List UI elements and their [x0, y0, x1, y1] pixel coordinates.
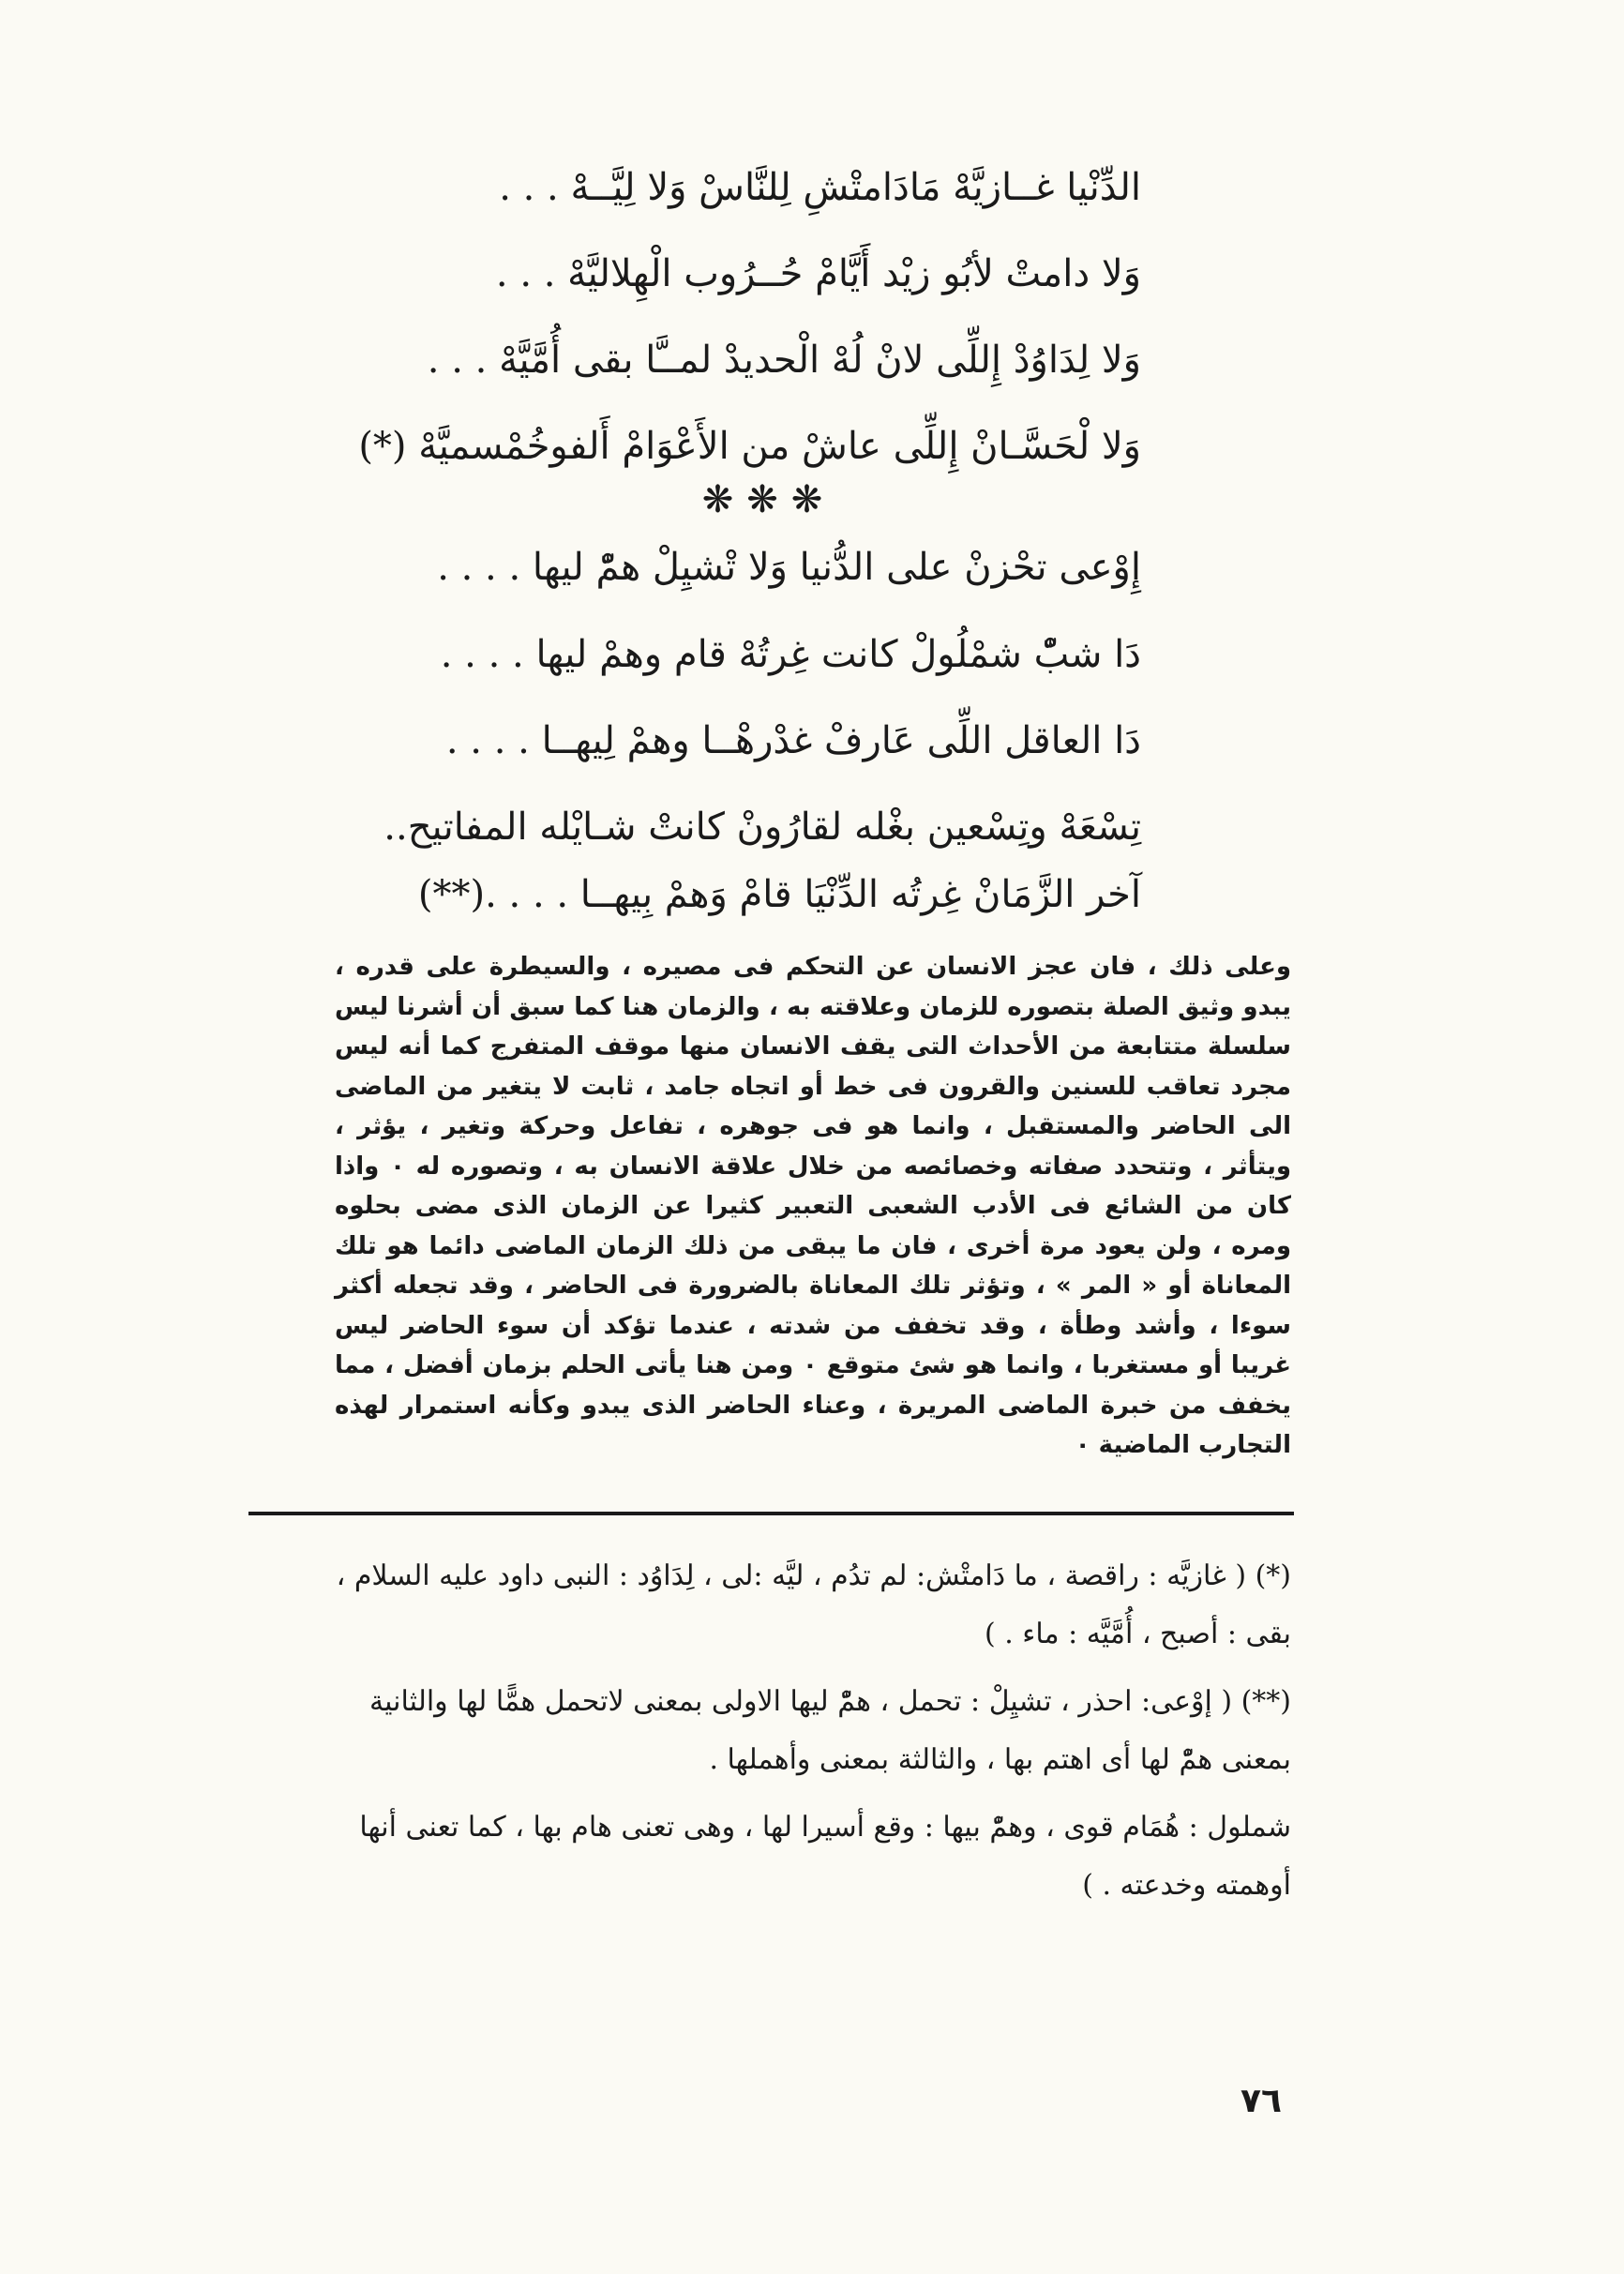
footnotes [335, 1547, 1291, 1924]
verse-line: آخر الزَّمَانْ غِرتُه الدِّنْيَا قامْ وَهمْ بِيهــا . . . .(**) [417, 873, 1141, 916]
footnote: شملول : هُمَام قوى ، وهمّْ بيها : وقع أسيرا لها ، وهى تعنى هام بها ، كما تعنى أنها أوهمته وخدعته . ) [359, 1811, 1291, 1902]
verse-line: وَلا لْحَسَّـانْ إِللِّى عاشْ من الأَعْوَامْ أَلفوخُمْسميَّهْ (*) [358, 425, 1141, 468]
body-text [335, 947, 1291, 1466]
verse-line: إِوْعى تحْزنْ على الدُّنيا وَلا تْشيِلْ همّْ ليها . . . . [437, 546, 1141, 589]
verse-line: تِسْعَهْ وتِسْعين بغْله لقارُونْ كانتْ شـايْله المفاتيح.. [383, 806, 1141, 849]
paragraph: وعلى ذلك ، فان عجز الانسان عن التحكم فى مصيره ، والسيطرة على قدره ، يبدو وثيق الصلة بتصوره للزمان وعلاقته به ، والزمان هنا كما سبق أن أشرنا ليس سلسلة متتابعة من الأحداث التى يقف الانسان منها موقف المتفرج كما أنه ليس مجرد تعاقب للسنين والقرون فى خط أو اتجاه جامد ، ثابت لا يتغير من الماضى الى الحاضر والمستقبل ، وانما هو فى جوهره ، تفاعل وحركة وتغير ، يؤثر ، ويتأثر ، وتتحدد صفاته وخصائصه من خلال علاقة الانسان به ، وتصوره له ٠ واذا كان من الشائع فى الأدب الشعبى التعبير كثيرا عن الزمان الذى مضى بحلوه ومره ، ولن يعود مرة أخرى ، فان ما يبقى من ذلك الزمان الماضى دائما هو تلك المعاناة أو « المر » ، وتؤثر تلك المعاناة بالضرورة فى الحاضر ، وقد تجعله أكثر سوءا ، وأشد وطأة ، وقد تخفف من شدته ، عندما تؤكد أن سوء الحاضر ليس غريبا أو مستغربا ، وانما هو شئ متوقع ٠ ومن هنا يأتى الحلم بزمان أفضل ، مما يخفف من خبرة الماضى المريرة ، وعناء الحاضر الذى يبدو وكأنه استمرار لهذه التجارب الماضية ٠ [335, 953, 1291, 1459]
footnote-divider [248, 1512, 1294, 1515]
verse-line: الدِّنْيا غــازيَّهْ مَادَامتْشِ لِلنَّاسْ وَلا لِيَّــهْ . . . [499, 166, 1141, 209]
footnote: (*) ( غازيَّه : راقصة ، ما دَامتْش: لم تدُم ، ليَّه :لى ، لِدَاوُد : النبى داود عليه السلام ، بقى : أصبح ، أُمَّيَّه : ماء . ) [336, 1559, 1291, 1650]
verse-line: وَلا دامتْ لأبُو زيْد أَيَّامْ حُــرُوب الْهِلاليَّهْ . . . [495, 252, 1141, 295]
verse-line: وَلا لِدَاوُدْ إِللِّى لانْ لُهْ الْحديدْ لمــَّا بقى أُمَّيَّهْ . . . [427, 339, 1141, 382]
verse-line: دَا العاقل اللِّى عَارفْ غدْرهْــا وهمْ لِيهــا . . . . [445, 719, 1141, 762]
footnote: (**) ( إوْعى: احذر ، تشيِلْ : تحمل ، همّْ ليها الاولى بمعنى لاتحمل همًّا لها والثانية بمعنى همّْ لها أى اهتم بها ، والثالثة بمعنى وأهملها . [369, 1685, 1291, 1776]
stanza-separator: ❋❋❋ [701, 478, 836, 521]
page-number: ٧٦ [1241, 2082, 1282, 2120]
verse-line: دَا شبّْ شمْلُولْ كانت غِرتُهْ قام وهمْ ليها . . . . [440, 633, 1141, 676]
